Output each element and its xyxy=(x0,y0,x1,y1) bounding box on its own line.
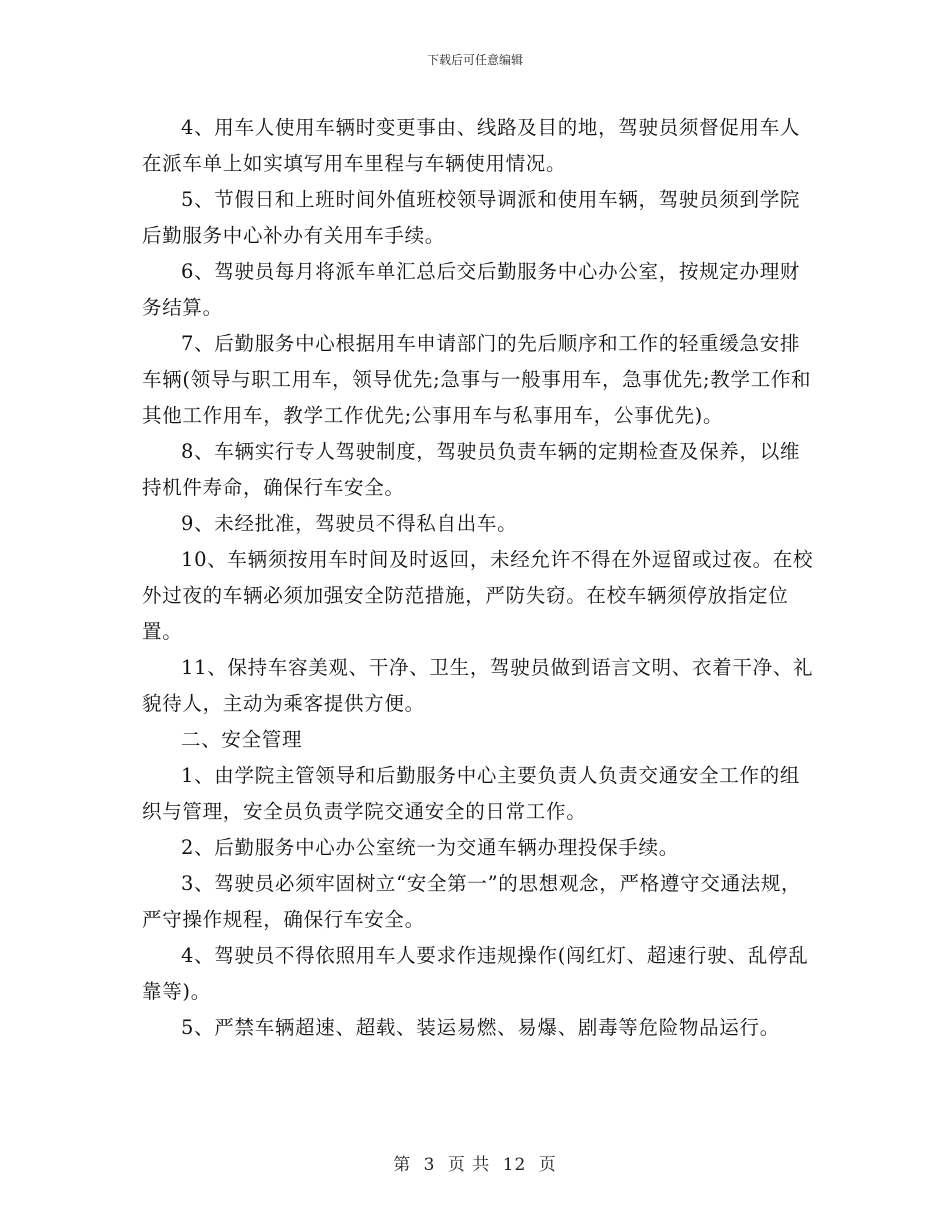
section-heading-safety: 二、安全管理 xyxy=(181,728,303,751)
paragraph-rule-8: 8、车辆实行专人驾驶制度，驾驶员负责车辆的定期检查及保养，以维持机件寿命，确保行车安全。 xyxy=(142,440,801,499)
footer-total-pages: 12 xyxy=(502,1155,527,1175)
paragraph-rule-11: 11、保持车容美观、干净、卫生，驾驶员做到语言文明、衣着干净、礼貌待人，主动为乘客提供方便。 xyxy=(142,656,814,715)
footer-middle: 页 共 xyxy=(447,1155,491,1175)
footer-page-number: 3 xyxy=(423,1155,436,1175)
paragraph-rule-6: 6、驾驶员每月将派车单汇总后交后勤服务中心办公室，按规定办理财务结算。 xyxy=(142,260,801,319)
footer-suffix: 页 xyxy=(538,1155,557,1175)
paragraph-safety-1: 1、由学院主管领导和后勤服务中心主要负责人负责交通安全工作的组织与管理，安全员负责学院交通安全的日常工作。 xyxy=(142,764,801,823)
paragraph-safety-5: 5、严禁车辆超速、超载、装运易燃、易爆、剧毒等危险物品运行。 xyxy=(181,1016,780,1039)
paragraph-safety-3: 3、驾驶员必须牢固树立“安全第一”的思想观念，严格遵守交通法规，严守操作规程，确保行车安全。 xyxy=(142,872,802,931)
page-footer xyxy=(0,1154,950,1176)
footer-prefix: 第 xyxy=(393,1155,412,1175)
paragraph-rule-5: 5、节假日和上班时间外值班校领导调派和使用车辆，驾驶员须到学院后勤服务中心补办有关用车手续。 xyxy=(142,188,801,247)
paragraph-rule-9: 9、未经批准，驾驶员不得私自出车。 xyxy=(181,512,518,535)
paragraph-safety-4: 4、驾驶员不得依照用车人要求作违规操作(闯红灯、超速行驶、乱停乱靠等)。 xyxy=(142,944,809,1003)
paragraph-rule-10: 10、车辆须按用车时间及时返回，未经允许不得在外逗留或过夜。在校外过夜的车辆必须加强安全防范措施，严防失窃。在校车辆须停放指定位置。 xyxy=(142,548,814,643)
page-header: 下载后可任意编辑 xyxy=(426,53,523,67)
paragraph-rule-4: 4、用车人使用车辆时变更事由、线路及目的地，驾驶员须督促用车人在派车单上如实填写用车里程与车辆使用情况。 xyxy=(142,116,801,175)
paragraph-rule-7: 7、后勤服务中心根据用车申请部门的先后顺序和工作的轻重缓急安排车辆(领导与职工用车，领导优先;急事与一般事用车，急事优先;教学工作和其他工作用车，教学工作优先;公事用车与私事用车，公事优先)。 xyxy=(142,332,812,427)
document-body xyxy=(142,110,818,1046)
paragraph-safety-2: 2、后勤服务中心办公室统一为交通车辆办理投保手续。 xyxy=(181,836,679,859)
